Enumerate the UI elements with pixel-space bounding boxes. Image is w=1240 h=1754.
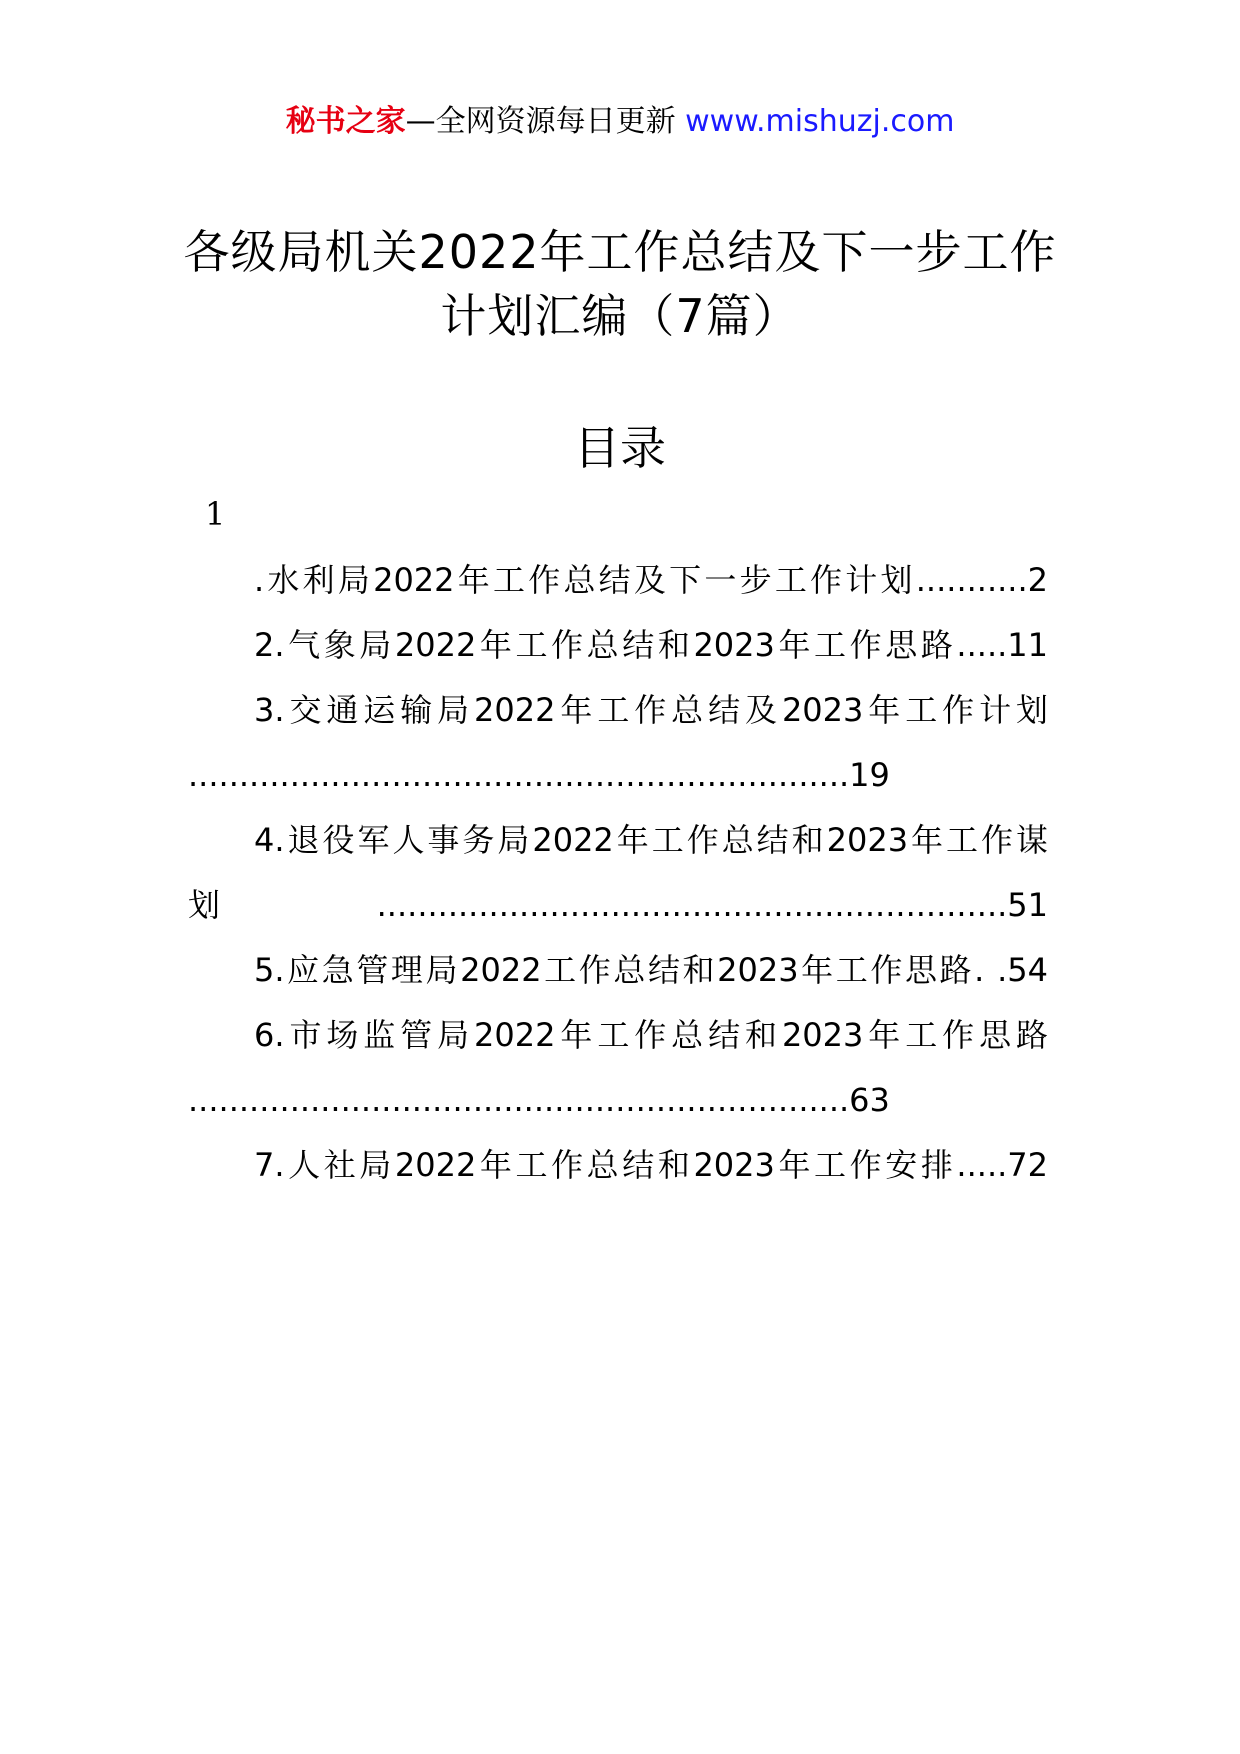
toc-leader: . . (974, 951, 1008, 989)
toc-entry-2[interactable] (188, 613, 1048, 678)
toc-entry-title: .水利局2022年工作总结及下一步工作计划 (254, 561, 916, 599)
toc-heading: 目录 (574, 421, 666, 475)
toc-entry-1[interactable] (188, 548, 1048, 613)
site-header (0, 98, 1240, 146)
toc-leader: ................................................................. (188, 756, 850, 794)
toc-leader: ..... (956, 626, 1008, 664)
toc-leader: ..... (956, 1146, 1008, 1184)
header-tagline: —全网资源每日更新 (405, 104, 676, 139)
toc-entry-title: 3.交通运输局2022年工作总结及2023年工作计划 (254, 691, 1048, 729)
toc-entry-6[interactable] (188, 1003, 1048, 1133)
toc-entry-3[interactable] (188, 678, 1048, 808)
toc-page-number: 51 (1007, 886, 1048, 924)
toc-entry-title: 7.人社局2022年工作总结和2023年工作安排 (254, 1146, 957, 1184)
table-of-contents (188, 548, 1048, 1198)
brand-name: 秘书之家 (285, 104, 406, 139)
toc-page-number: 11 (1007, 626, 1048, 664)
toc-page-number: 19 (849, 756, 890, 794)
toc-entry-7[interactable] (188, 1133, 1048, 1198)
toc-leader: ........... (915, 561, 1028, 599)
toc-page-number: 2 (1027, 561, 1048, 599)
toc-entry-title: 5.应急管理局2022工作总结和2023年工作思路 (254, 951, 975, 989)
toc-leader: .............................................................. (376, 886, 1008, 924)
toc-entry-title: 2.气象局2022年工作总结和2023年工作思路 (254, 626, 957, 664)
toc-entry-title-continuation: 划 (188, 886, 377, 924)
toc-entry-5[interactable] (188, 938, 1048, 1003)
toc-entry-4[interactable] (188, 808, 1048, 938)
toc-page-number: 72 (1007, 1146, 1048, 1184)
toc-entry-title: 4.退役军人事务局2022年工作总结和2023年工作谋 (254, 821, 1048, 859)
toc-page-number: 63 (849, 1081, 890, 1119)
site-url-link[interactable]: www.mishuzj.com (685, 104, 955, 139)
stray-page-number: 1 (205, 495, 226, 533)
document-title: 各级局机关2022年工作总结及下一步工作计划汇编（7篇） (183, 225, 1057, 343)
toc-page-number: 54 (1007, 951, 1048, 989)
toc-entry-title: 6.市场监管局2022年工作总结和2023年工作思路 (254, 1016, 1048, 1054)
toc-leader: ................................................................. (188, 1081, 850, 1119)
